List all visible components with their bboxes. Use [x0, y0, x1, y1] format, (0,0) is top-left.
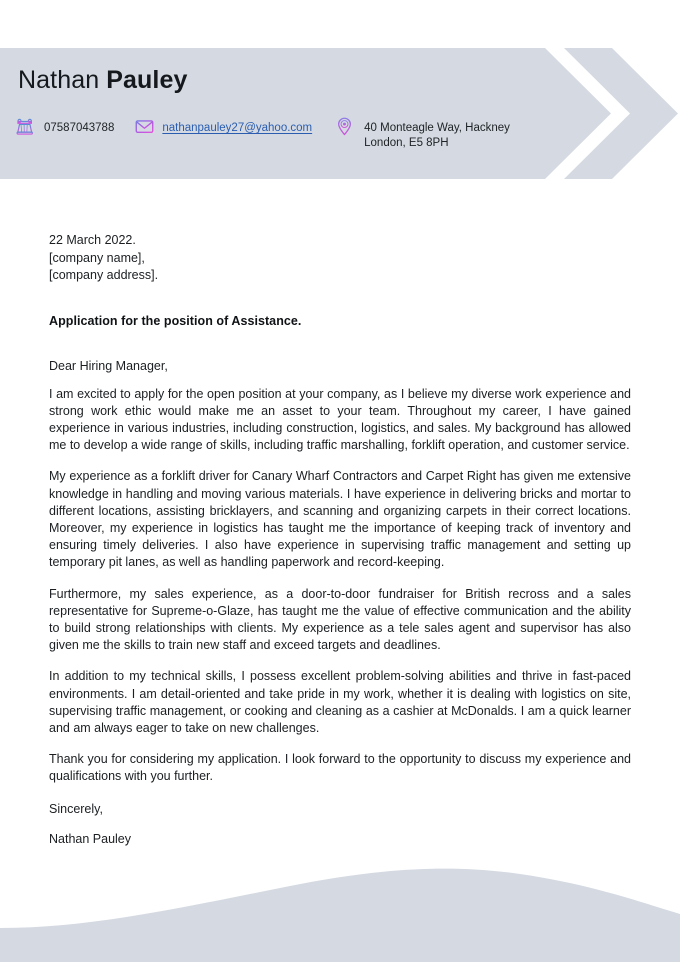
location-pin-icon: [334, 116, 355, 137]
body-paragraph: Thank you for considering my application. I look forward to the opportunity to discuss my experience and qualifications with you further.: [49, 752, 631, 784]
salutation: Dear Hiring Manager,: [49, 358, 168, 373]
signature-name: Nathan Pauley: [49, 831, 132, 846]
body-paragraph: Furthermore, my sales experience, as a door-to-door fundraiser for British recross and a sales representative for Supreme-o-Glaze, has taught me the value of effective communication and the ability to build strong relationships with clients. My experience as a tele sales agent and supervisor has also given me the skills to train new staff and exceed targets and deadlines.: [49, 586, 631, 653]
contact-phone: [14, 118, 134, 138]
body-paragraph: My experience as a forklift driver for Canary Wharf Contractors and Carpet Right has given me extensive knowledge in handling and moving various materials. I have experience in delivering bricks and mortar to different locations, assisting bricklayers, and scanning and organizing carpets in their correct locations. Moreover, my experience in logistics has taught me the importance of keeping track of inventory and ensuring timely deliveries. I also have experience in supervising traffic management and setting up temporary pit lanes, as well as handling paperwork and record-keeping.: [49, 469, 631, 570]
body-paragraph: I am excited to apply for the open position at your company, as I believe my diverse work experience and strong work ethic would make me an asset to your team. Throughout my career, I have gained experience in various industries, including construction, logistics, and sales. My background has allowed me to develop a wide range of skills, including traffic marshalling, forklift operation, and customer service.: [49, 386, 631, 453]
letterhead-header: [0, 48, 680, 179]
company-name: [company name],: [49, 250, 145, 265]
email-link[interactable]: nathanpauley27@yahoo.com: [162, 122, 313, 134]
last-name: Pauley: [106, 66, 188, 94]
contact-address: [334, 118, 554, 151]
envelope-icon: [134, 116, 155, 137]
footer-wave-decoration: [0, 852, 680, 962]
letter-date: 22 March 2022.: [49, 233, 136, 247]
subject-line: Application for the position of Assistance.: [49, 313, 302, 328]
address-line-1: 40 Monteagle Way, Hackney: [364, 122, 510, 134]
company-address: [company address].: [49, 268, 159, 282]
email-address[interactable]: [162, 118, 312, 136]
page-title: [18, 66, 187, 95]
telephone-icon: [14, 116, 36, 138]
body-paragraph: In addition to my technical skills, I possess excellent problem-solving abilities and thrive in fast-paced environments. I am detail-oriented and take pride in my work, whether it is dealing with logistics on site, supervising traffic management, or cooking and cleaning as a cashier at McDonalds. I am a quick learner and am always eager to take on new challenges.: [49, 669, 631, 735]
recipient-block: [49, 232, 631, 285]
letter-body: [49, 232, 631, 846]
phone-number: 07587043788: [44, 122, 115, 134]
first-name: Nathan: [18, 66, 100, 94]
closing-salutation: Sincerely,: [49, 801, 103, 816]
postal-address: [364, 118, 554, 151]
contact-row: [14, 118, 554, 151]
contact-email: [134, 118, 334, 137]
address-line-2: London, E5 8PH: [364, 137, 449, 149]
header-content: [0, 48, 560, 179]
